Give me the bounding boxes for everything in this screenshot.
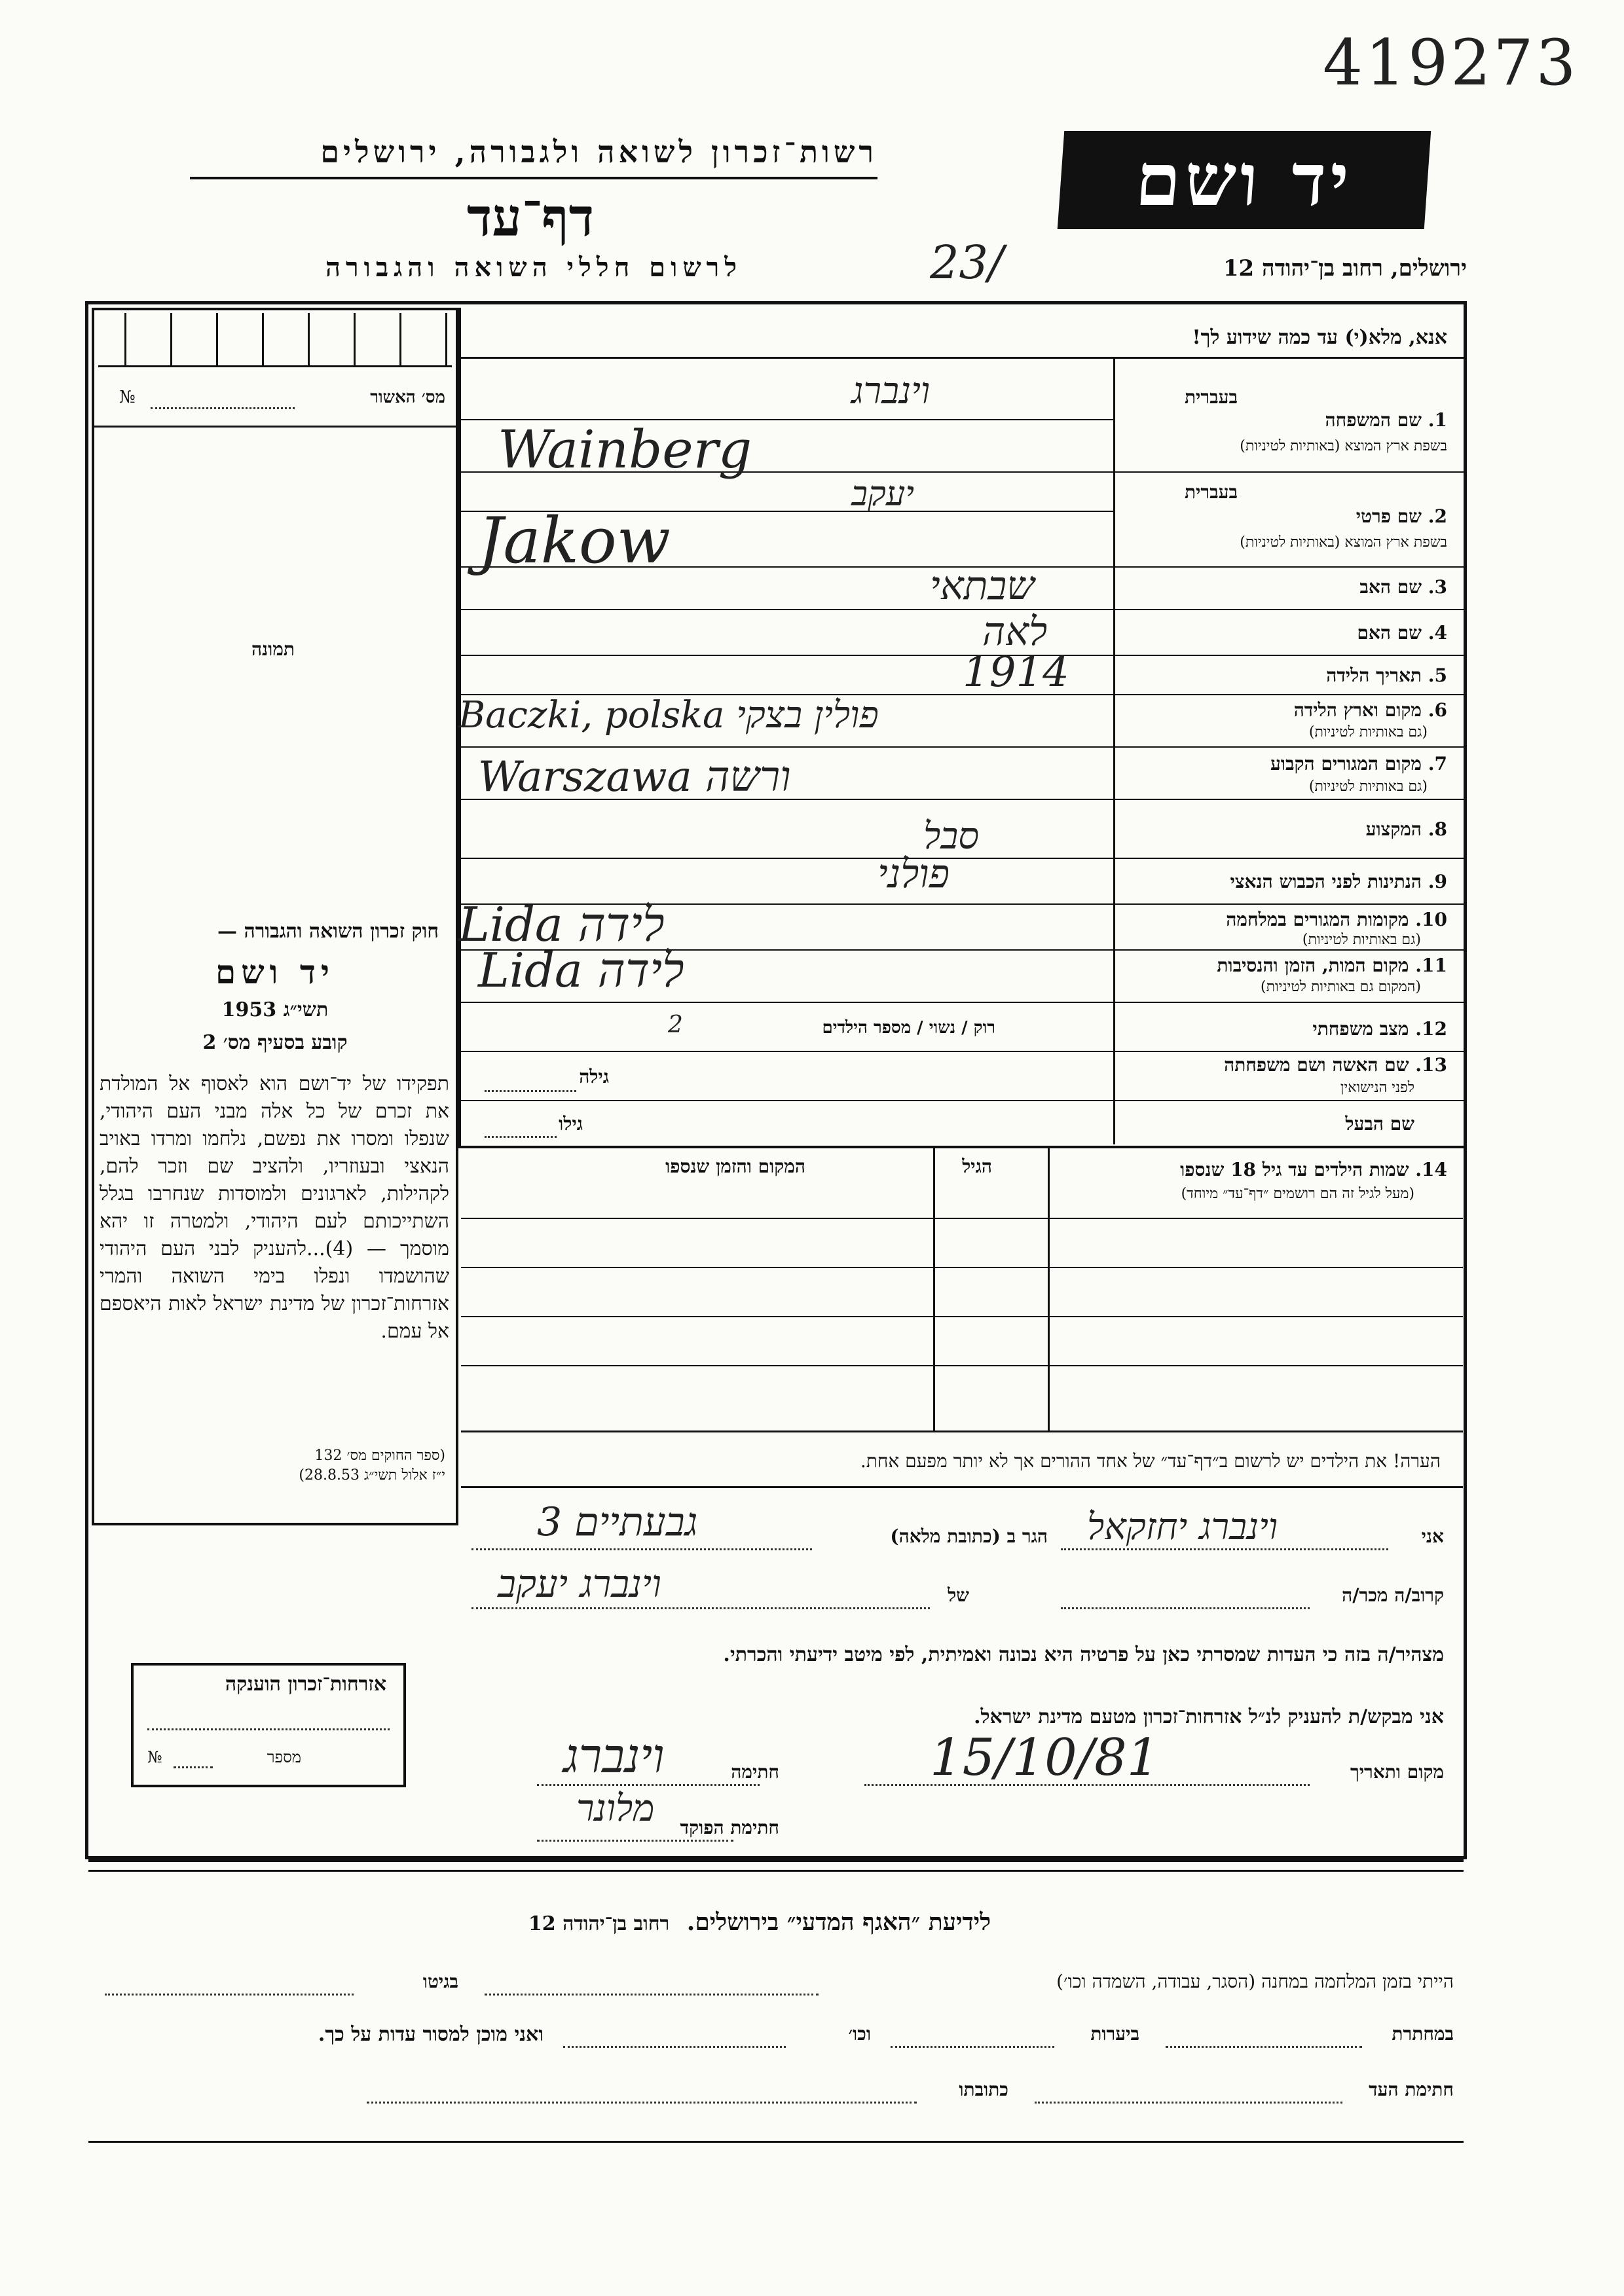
signature-label: חתימה — [731, 1761, 779, 1783]
law-ref-1: (ספר החוקים מס׳ 132 — [314, 1448, 445, 1464]
request-text: אני מבקש/ת להעניק לנ״ל אזרחות־זכרון מטעם מדינת ישראל. — [974, 1705, 1444, 1728]
footer-line1-a: הייתי בזמן המלחמה במחנה (הסגר, עבודה, השמדה וכו׳) — [1056, 1971, 1454, 1992]
field1-label-text: שם המשפחה — [1325, 409, 1422, 431]
place-date-label: מקום ותאריך — [1350, 1761, 1444, 1783]
footer-line3-blank-1 — [1035, 2102, 1342, 2104]
law-text: תפקידו של יד־ושם הוא לאסוף אל המולדת את זכרם של כל אלה מבני העם היהודי, שנפלו ומסרו את נפשם, נלחמו ומרדו באויב הנאצי ובעוזריו, ולהציב שם וזכר להם, לקהילות, לארגונים ולמוסדות שנחרבו בגלל השתייכותם לעם היהודי, ולמטרה זו יהא מוסמך — (4)...להעניק לבני העם היהודי שהושמדו ונפלו בימי השואה והמרי אזרחות־זכרון של מדינת ישראל לאות היאספם אל עמם. — [100, 1072, 449, 1343]
children-row — [461, 1365, 1463, 1366]
address-label: הגר ב (כתובת מלאה) — [890, 1525, 1048, 1547]
father-name: שבתאי — [930, 563, 1035, 609]
field1-sub: בשפת ארץ המוצא (באותיות לטיניות) — [1240, 438, 1447, 454]
field12-label — [1312, 1018, 1447, 1040]
row-rule — [458, 655, 1464, 656]
of-label: של — [948, 1584, 969, 1606]
org-underline — [190, 177, 877, 179]
form-title: דף־עד — [466, 187, 595, 248]
row-rule — [458, 858, 1464, 859]
children-col-age: הגיל — [962, 1156, 992, 1177]
footer-line3-a: חתימת העד — [1369, 2079, 1454, 2100]
citizenship-line-2 — [174, 1766, 213, 1768]
children-col-age-right — [1048, 1146, 1050, 1430]
field1-label — [1325, 409, 1447, 431]
declaration-text: מצהיר/ה בזה כי העדות שמסרתי כאן על פרטיה היא נכונה ואמיתית, לפי מיטב ידיעתי והכרתי. — [723, 1643, 1444, 1666]
field2-num: 2. — [1428, 505, 1447, 527]
field5-num: 5. — [1428, 665, 1447, 686]
children-col-age-left — [933, 1146, 935, 1430]
field2-sub: בשפת ארץ המוצא (באותיות לטיניות) — [1240, 534, 1447, 551]
law-year: תשי״ג 1953 — [221, 998, 329, 1021]
signature-line — [537, 1784, 760, 1786]
official-label: חתימת הפוקד — [680, 1817, 779, 1838]
surname-hebrew: וינברג — [851, 370, 931, 412]
nationality: פולני — [877, 851, 950, 897]
field11-label — [1217, 955, 1447, 977]
footer-line1-b: בגיטו — [422, 1971, 458, 1992]
of-line — [471, 1607, 930, 1609]
relation-value: וינברג יעקב — [498, 1561, 661, 1606]
husband-age-label: גילו — [559, 1113, 583, 1135]
citizenship-number-label: מספר — [267, 1748, 301, 1766]
approval-no: № — [119, 388, 136, 407]
official-value: מלונר — [576, 1787, 655, 1830]
children-row — [461, 1316, 1463, 1317]
citizenship-line-1 — [147, 1728, 390, 1730]
children-row — [461, 1267, 1463, 1268]
place-date-value: 15/10/81 — [930, 1728, 1160, 1787]
field4-num: 4. — [1428, 622, 1447, 644]
form-top-rule — [458, 357, 1464, 359]
field10-sub: (גם באותיות לטיניות) — [1302, 932, 1421, 948]
approval-line — [151, 407, 295, 409]
footer-line2-blank-1 — [1166, 2046, 1362, 2048]
row-rule — [458, 1100, 1464, 1101]
field3-num: 3. — [1428, 576, 1447, 598]
field3-label — [1359, 576, 1447, 598]
husband-age-line — [485, 1136, 557, 1138]
official-line — [537, 1840, 733, 1842]
footer-line1-blank — [485, 1994, 819, 1995]
footer-line2-d: ואני מוכן למסור עדות על כך. — [318, 2023, 544, 2046]
wife-age-line — [485, 1090, 576, 1092]
relation-line — [1061, 1607, 1310, 1609]
footer-line2-blank-2 — [891, 2046, 1054, 2048]
field10-label — [1226, 909, 1447, 931]
firstname-hebrew: יעקב — [851, 475, 914, 514]
field8-label-text: המקצוע — [1365, 818, 1422, 840]
birth-date: 1914 — [963, 648, 1069, 697]
note: הערה! את הילדים יש לרשום ב״דף־עד״ של אחד ההורים אך לא יותר מפעם אחת. — [860, 1450, 1441, 1472]
field13-label — [1224, 1054, 1447, 1076]
children-row — [461, 1218, 1463, 1219]
field11-num: 11. — [1415, 955, 1447, 976]
children-table-top — [458, 1146, 1464, 1148]
footer-bottom-rule — [88, 2141, 1464, 2143]
children-row — [461, 1430, 1463, 1432]
address-value: גבעתיים 3 — [537, 1499, 698, 1545]
children-col-place: המקום והזמן שנספו — [665, 1156, 805, 1177]
row-rule — [458, 609, 1464, 610]
profession: סבל — [923, 815, 980, 858]
field9-label — [1230, 871, 1447, 893]
page-mark: 23/ — [930, 236, 1004, 289]
birth-place: Baczki, polska פולין בצקי — [458, 694, 879, 737]
row-rule — [458, 1002, 1464, 1003]
field8-label — [1366, 818, 1447, 841]
citizenship-no: № — [147, 1748, 162, 1766]
field7-sub: (גם באותיות לטיניות) — [1308, 778, 1428, 795]
death-place: Lida לידה — [478, 943, 684, 998]
footer-line2-c: וכו׳ — [848, 2023, 871, 2045]
field10-num: 10. — [1415, 909, 1447, 930]
field13-label-text: שם האשה ושם משפחתה — [1224, 1054, 1409, 1076]
wartime-residence: Lida לידה — [458, 897, 665, 952]
footer-rule-1 — [88, 1859, 1464, 1862]
footer-line2-b: ביערות — [1090, 2023, 1139, 2045]
law-name: יד ושם — [215, 953, 335, 991]
field8-num: 8. — [1428, 818, 1447, 840]
law-clause: קובע בסעיף מס׳ 2 — [202, 1031, 348, 1054]
field1-num: 1. — [1428, 409, 1447, 431]
husband-label: שם הבעל — [1345, 1113, 1414, 1135]
field7-label-text: מקום המגורים הקבוע — [1270, 753, 1422, 774]
footer-title-address: רחוב בן־יהודה 12 — [528, 1912, 670, 1935]
row-rule — [458, 746, 1464, 748]
field5-label — [1326, 665, 1447, 687]
citizenship-title: אזרחות־זכרון הוענקה — [225, 1673, 386, 1696]
label-column-divider — [1113, 359, 1115, 1144]
field3-label-text: שם האב — [1359, 576, 1422, 598]
approval-divider — [94, 426, 456, 428]
family-status-options: רוק / נשוי / מספר הילדים — [822, 1018, 995, 1038]
ani-label: אני — [1421, 1525, 1444, 1547]
field10-label-text: מקומות המגורים במלחמה — [1226, 909, 1409, 930]
row-rule — [458, 1051, 1464, 1052]
field2-label — [1356, 505, 1447, 528]
footer-line3-blank-2 — [367, 2102, 917, 2104]
field9-num: 9. — [1428, 871, 1447, 892]
field5-label-text: תאריך הלידה — [1326, 665, 1422, 686]
footer-line2-a: במחתרת — [1392, 2023, 1454, 2045]
firstname-latin: Jakow — [478, 504, 671, 577]
field11-sub: (המקום גם באותיות לטיניות) — [1261, 979, 1421, 995]
field6-label — [1294, 699, 1447, 721]
law-title: חוק זכרון השואה והגבורה — — [217, 920, 439, 943]
field2-heb-tag: בעברית — [1184, 481, 1238, 503]
form-subtitle: לרשום חללי השואה והגבורה — [325, 252, 743, 283]
footer-line3-b: כתובתו — [959, 2079, 1008, 2100]
field1-heb-tag: בעברית — [1184, 386, 1238, 408]
children-title: 14. שמות הילדים עד גיל 18 שנספו — [1180, 1159, 1447, 1180]
field4-label — [1357, 622, 1447, 644]
footer-rule-2 — [88, 1870, 1464, 1872]
signature-value: וינברג — [563, 1728, 665, 1783]
photo-label: תמונה — [251, 638, 295, 660]
field6-num: 6. — [1428, 699, 1447, 721]
field11-label-text: מקום המות, הזמן והנסיבות — [1217, 955, 1409, 976]
field13-sub: לפני הנישואין — [1340, 1080, 1414, 1096]
ani-line — [1061, 1548, 1388, 1550]
relation-label: קרוב/ה מכר/ה — [1342, 1584, 1444, 1606]
code-boxes — [98, 313, 452, 365]
org-name: רשות־זכרון לשואה ולגבורה, ירושלים — [320, 134, 877, 170]
law-ref-2: י״ז אלול תשי״ג 28.8.53) — [299, 1467, 445, 1484]
surname-latin: Wainberg — [498, 419, 752, 480]
logo-text: יד ושם — [1133, 137, 1356, 222]
field6-sub: (גם באותיות לטיניות) — [1308, 724, 1428, 740]
field9-label-text: הנתינות לפני הכבוש הנאצי — [1230, 871, 1422, 892]
wife-age-label: גילה — [579, 1066, 609, 1087]
field12-label-text: מצב משפחתי — [1312, 1018, 1409, 1040]
ani-value: וינברג יחזקאל — [1087, 1506, 1278, 1548]
field2-label-text: שם פרטי — [1356, 505, 1422, 527]
children-count: 2 — [668, 1011, 683, 1038]
footer-title — [327, 1908, 1192, 1936]
field6-label-text: מקום וארץ הלידה — [1293, 699, 1422, 721]
intro-request: אנא, מלא(י) עד כמה שידוע לך! — [1192, 326, 1447, 349]
header-address: ירושלים, רחוב בן־יהודה 12 — [1223, 255, 1467, 282]
residence: Warszawa ורשה — [478, 753, 791, 801]
footer-line2-blank-3 — [563, 2046, 786, 2048]
archive-number: 419273 — [1323, 26, 1579, 100]
field7-num: 7. — [1428, 753, 1447, 774]
field13-num: 13. — [1415, 1054, 1447, 1076]
field7-label — [1270, 753, 1447, 775]
note-rule — [461, 1486, 1463, 1488]
footer-line1-blank-2 — [105, 1994, 354, 1995]
mother-name: לאה — [982, 609, 1048, 655]
approval-label: מס׳ האשור — [370, 388, 445, 407]
children-title-sub: (מעל לגיל זה הם רושמים ״דף־עד״ מיוחד) — [1181, 1186, 1414, 1202]
yad-vashem-logo — [1058, 131, 1431, 229]
field12-num: 12. — [1415, 1018, 1447, 1040]
footer-title-text: לידיעת ״האגף המדעי״ בירושלים. — [686, 1908, 991, 1936]
field4-label-text: שם האם — [1357, 622, 1422, 644]
address-line — [471, 1548, 812, 1550]
